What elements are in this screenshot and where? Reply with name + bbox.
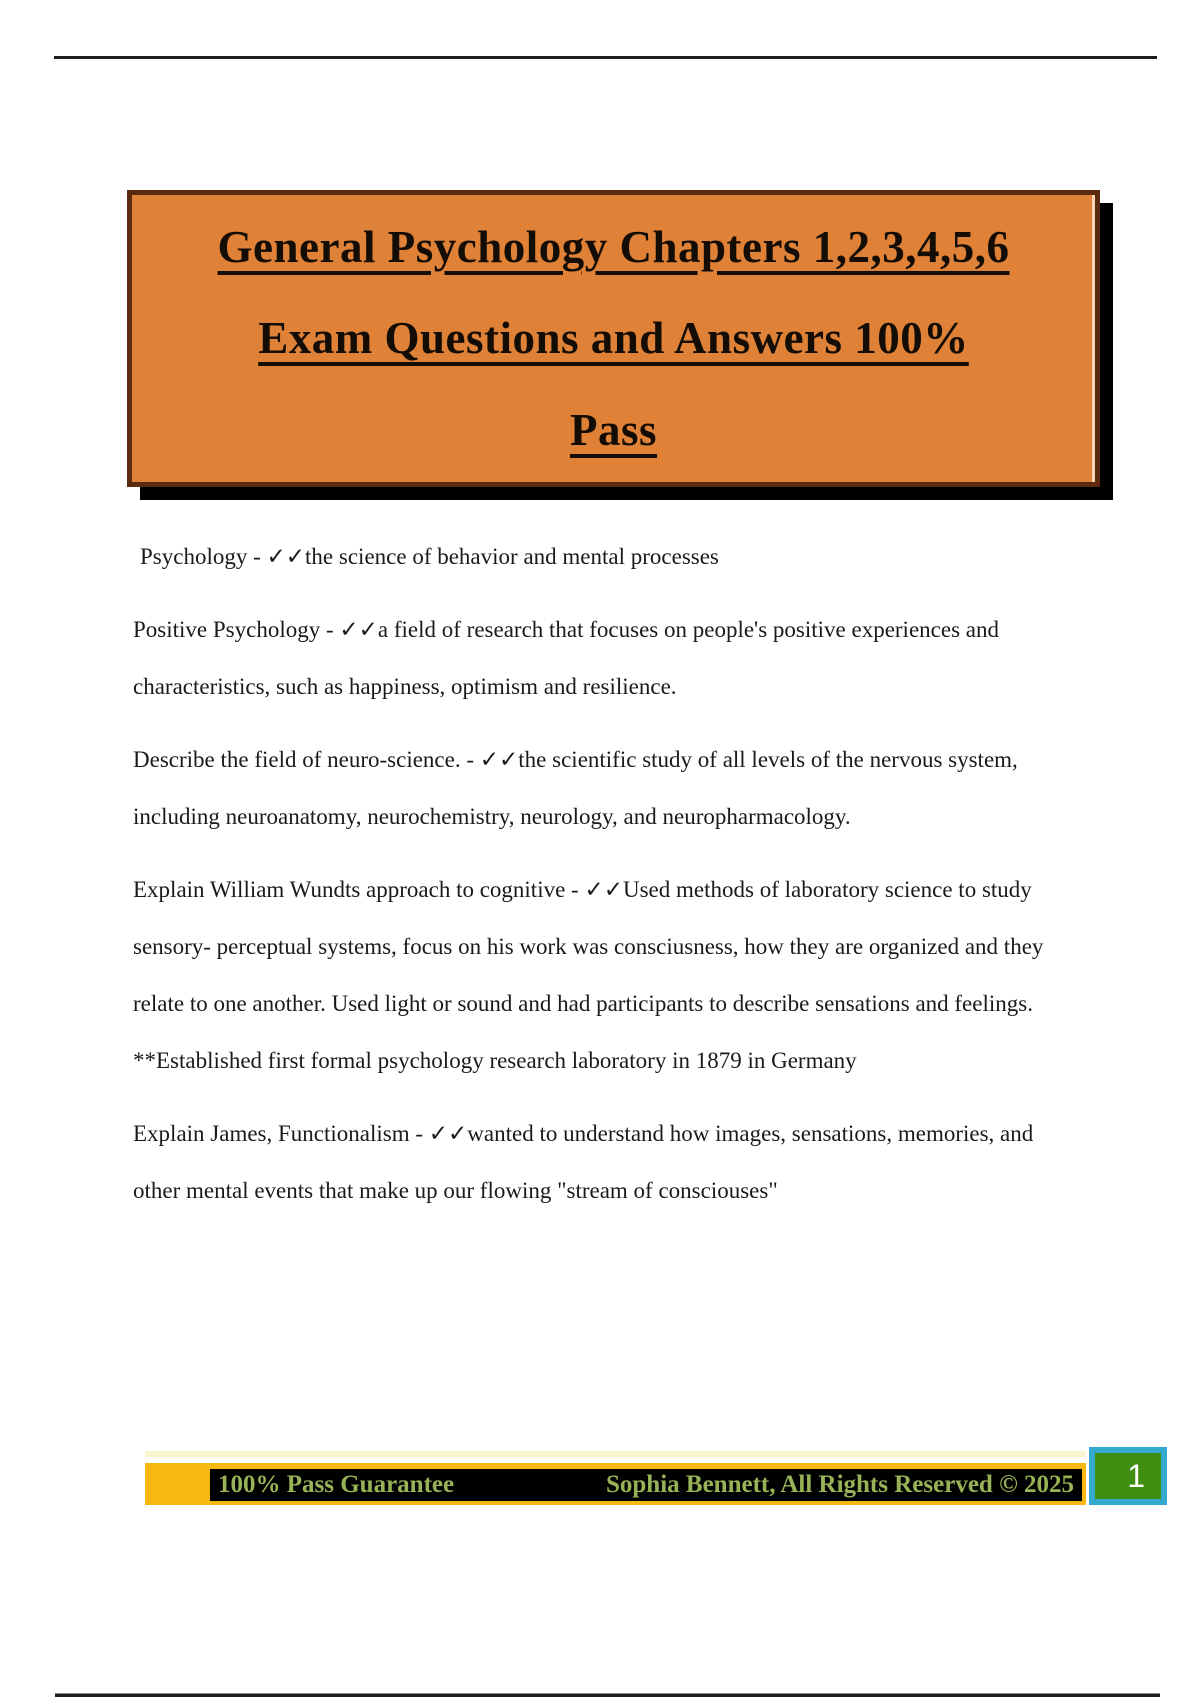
footer-rights-text: Sophia Bennett, All Rights Reserved © 2025 xyxy=(605,1471,1074,1498)
footer-top-strip xyxy=(145,1451,1086,1458)
top-horizontal-rule xyxy=(54,56,1157,59)
page-number-badge xyxy=(1089,1447,1167,1505)
qa-content xyxy=(133,528,1083,1235)
title-line-3: Pass xyxy=(569,405,657,456)
qa-paragraph: Positive Psychology - ✓✓a field of research that focuses on people's positive experiences and characteristics, such as happiness, optimism and resilience. xyxy=(133,617,999,699)
title-line-1: General Psychology Chapters 1,2,3,4,5,6 xyxy=(217,221,1010,272)
title-box xyxy=(127,190,1100,487)
footer-black-bar xyxy=(210,1469,1082,1501)
bottom-horizontal-rule xyxy=(55,1693,1160,1697)
page-number: 1 xyxy=(1127,1457,1145,1494)
footer-guarantee-text: 100% Pass Guarantee xyxy=(218,1471,455,1498)
title-line-2: Exam Questions and Answers 100% xyxy=(258,313,969,364)
qa-paragraph: Explain James, Functionalism - ✓✓wanted to understand how images, sensations, memories, and other mental events that make up our flowing "stream of consciouses" xyxy=(133,1121,1034,1203)
qa-paragraph: Psychology - ✓✓the science of behavior and mental processes xyxy=(140,544,719,569)
qa-paragraph: Explain William Wundts approach to cognitive - ✓✓Used methods of laboratory science to study sensory- perceptual systems, focus on his work was consciusness, how they are organized and they relate to one another. Used light or sound and had participants to describe sensations and feelings. **Established first formal psychology research laboratory in 1879 in Germany xyxy=(133,877,1044,1073)
footer-band xyxy=(145,1463,1086,1505)
qa-paragraph: Describe the field of neuro-science. - ✓✓the scientific study of all levels of the nervous system, including neuroanatomy, neurochemistry, neurology, and neuropharmacology. xyxy=(133,747,1018,829)
